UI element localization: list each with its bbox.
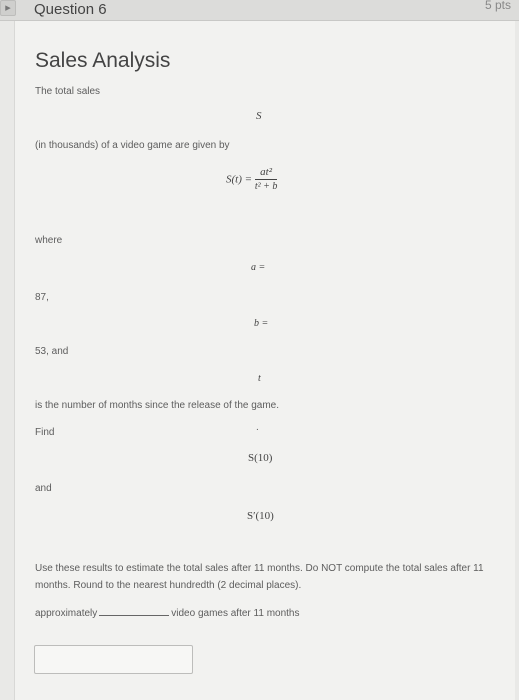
t-description: is the number of months since the release of the game. — [35, 400, 280, 411]
intro-text: The total sales — [35, 86, 101, 97]
answer-input[interactable] — [34, 645, 193, 674]
points-label: 5 pts — [484, 0, 511, 12]
expression-sprime10: S′(10) — [247, 510, 274, 522]
b-value: 53, and — [35, 346, 69, 357]
blank-line — [99, 605, 169, 616]
question-label: Question 6 — [34, 1, 107, 18]
approx-suffix: video games after 11 months — [171, 608, 300, 619]
formula — [226, 166, 277, 193]
formula-denominator: t² + b — [254, 181, 278, 192]
flag-icon[interactable]: ▸ — [0, 0, 16, 16]
expression-s10: S(10) — [248, 452, 273, 464]
formula-numerator: at² — [255, 166, 278, 180]
instruction-text: Use these results to estimate the total sales after 11 months. Do NOT compute the total sales after 11 months. Round to the nearest hundredth (2 decimal places). — [35, 563, 484, 591]
find-text: Find — [35, 427, 55, 438]
var-s: S — [256, 110, 262, 122]
problem-title: Sales Analysis — [35, 49, 171, 72]
var-t: t — [258, 373, 261, 384]
formula-lhs: S(t) = — [226, 173, 253, 186]
approx-label: approximately — [35, 608, 98, 619]
b-equation: b = — [254, 318, 269, 329]
given-text: (in thousands) of a video game are given by — [35, 140, 230, 151]
a-equation: a = — [251, 262, 266, 273]
and-text: and — [35, 483, 52, 494]
find-dot: . — [256, 422, 259, 433]
formula-fraction — [255, 166, 278, 193]
question-body — [14, 21, 515, 700]
where-text: where — [35, 235, 63, 246]
question-header — [0, 0, 519, 21]
a-value: 87, — [35, 292, 49, 303]
approx-line — [35, 605, 299, 619]
